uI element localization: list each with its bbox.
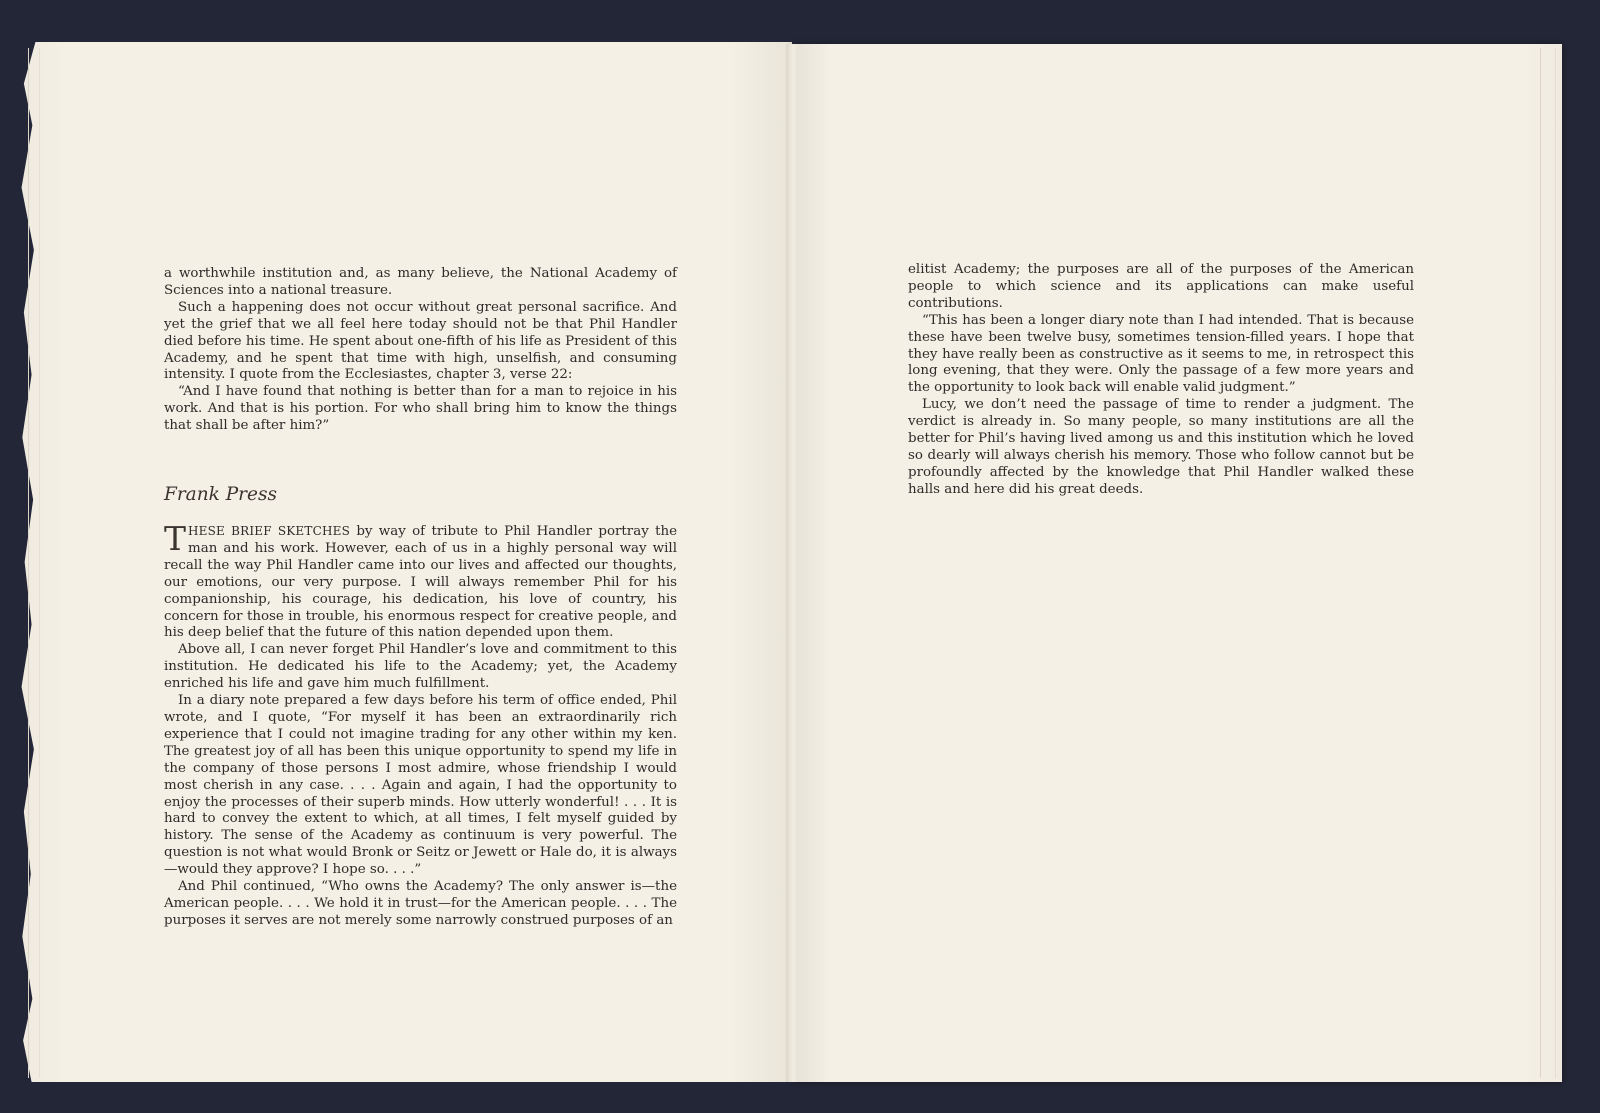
paragraph: And Phil continued, “Who owns the Academy? The only answer is—the American people. . . . We hold it in trust—for the American people. . . . The purposes it serves are not merely some narrowly construed purposes of an (164, 879, 677, 928)
drop-cap: T (164, 519, 187, 558)
left-page-top-text (164, 266, 677, 435)
right-page-text (908, 262, 1414, 499)
paragraph: In a diary note prepared a few days before his term of office ended, Phil wrote, and I quote, “For myself it has been an extraordinarily rich experience that I could not imagine trading for any other within my ken. The greatest joy of all has been this unique opportunity to spend my life in the company of those persons I most admire, whose friendship I would most cherish in any case. . . . Again and again, I had the opportunity to enjoy the processes of their superb minds. How utterly wonderful! . . . It is hard to convey the extent to which, at all times, I felt myself guided by history. The sense of the Academy as continuum is very powerful. The question is not what would Bronk or Seitz or Jewett or Hale do, it is always—would they approve? I hope so. . . .” (164, 693, 677, 878)
paragraph: Lucy, we don’t need the passage of time to render a judgment. The verdict is already in. So many people, so many institutions are all the better for Phil’s having lived among us and this institution which he loved so dearly will always cherish his memory. Those who follow cannot but be profoundly affected by the knowledge that Phil Handler walked these halls and here did his great deeds. (908, 397, 1414, 497)
right-page-edge (1540, 48, 1556, 1078)
book-gutter (786, 44, 798, 1082)
paragraph: Such a happening does not occur without great personal sacrifice. And yet the grief that we all feel here today should not be that Phil Handler died before his time. He spent about one-fifth of his life as President of this Academy, and he spent that time with high, unselfish, and consuming intensity. I quote from the Ecclesiastes, chapter 3, verse 22: (164, 299, 677, 383)
opening-paragraph (164, 519, 677, 642)
section-heading: Frank Press (164, 484, 277, 505)
lead-smallcaps: HESE BRIEF SKETCHES (188, 524, 351, 538)
paragraph: a worthwhile institution and, as many believe, the National Academy of Sciences into a national treasure. (164, 266, 677, 298)
paragraph: Above all, I can never forget Phil Handler’s love and commitment to this institution. He dedicated his life to the Academy; yet, the Academy enriched his life and gave him much fulfillment. (164, 642, 677, 692)
quote-paragraph: “And I have found that nothing is better than for a man to rejoice in his work. And that is his portion. For who shall bring him to know the things that shall be after him?” (164, 384, 677, 434)
left-page-edge (28, 48, 40, 1078)
right-page (792, 44, 1562, 1082)
paragraph: elitist Academy; the purposes are all of the purposes of the American people to which science and its applications can make useful contributions. (908, 262, 1414, 311)
paragraph: “This has been a longer diary note than I had intended. That is because these have been twelve busy, sometimes tension-filled years. I hope that they have really been as constructive as it seems to me, in retrospect this long evening, that they were. Only the passage of a few more years and the opportunity to look back will enable valid judgment.” (908, 312, 1414, 396)
left-page-section-text (164, 519, 677, 930)
opening-paragraph-text: by way of tribute to Phil Handler portray the man and his work. However, each of us in a highly personal way will recall the way Phil Handler came into our lives and affected our thoughts, our emotions, our very purpose. I will always remember Phil for his companionship, his courage, his dedication, his love of country, his concern for those in trouble, his enormous respect for creative people, and his deep belief that the future of this nation depended upon them. (164, 524, 677, 641)
